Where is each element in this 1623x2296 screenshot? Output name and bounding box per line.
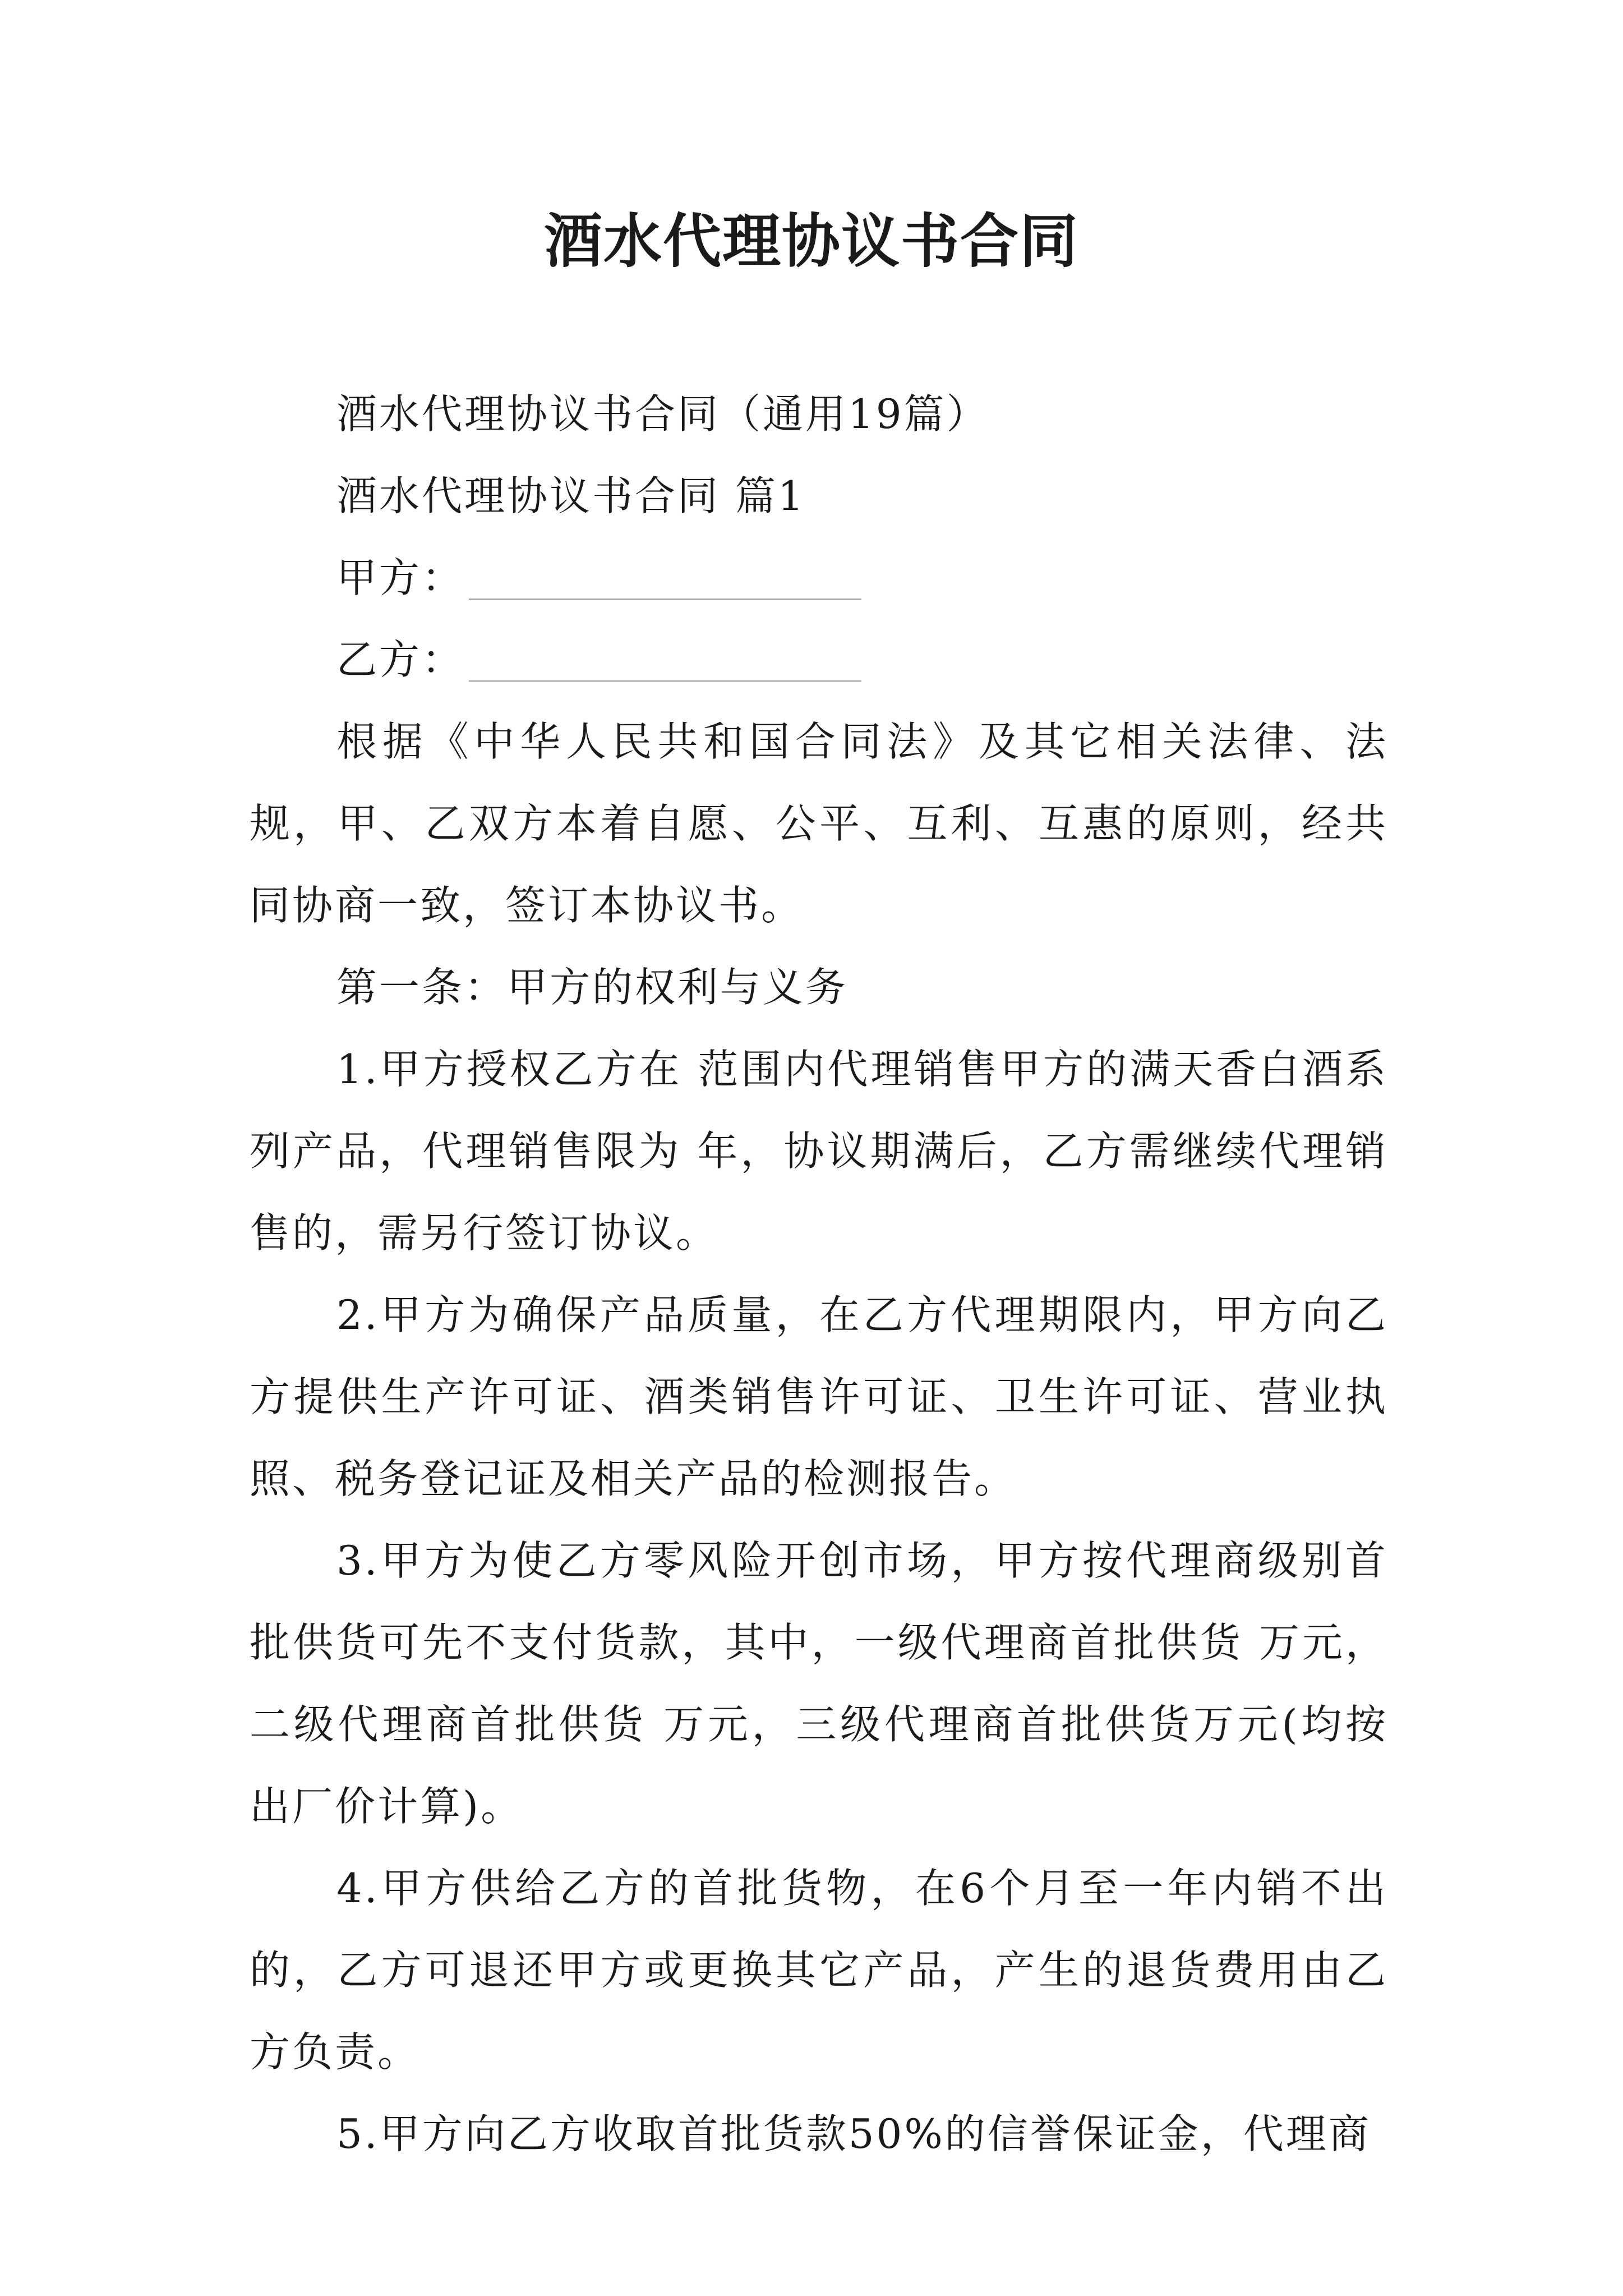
document-subtitle: 酒水代理协议书合同（通用19篇） (336, 390, 989, 438)
document-body (250, 373, 1388, 2175)
section-heading: 酒水代理协议书合同 篇1 (336, 472, 806, 519)
party-b-label: 乙方： (336, 636, 465, 683)
article-heading: 第一条：甲方的权利与义务 (336, 964, 849, 1011)
party-b-row (250, 619, 1388, 701)
paragraph-preamble: 根据《中华人民共和国合同法》及其它相关法律、法规，甲、乙双方本着自愿、公平、互利、互惠的原则，经共同协商一致，签订本协议书。 (250, 718, 1388, 929)
party-b-blank (469, 680, 861, 682)
party-a-label: 甲方： (336, 554, 465, 601)
party-a-row (250, 537, 1388, 619)
document-title: 酒水代理协议书合同 (543, 206, 1079, 275)
clause-1: 1.甲方授权乙方在 范围内代理销售甲方的满天香白酒系列产品，代理销售限为 年，协议期满后，乙方需继续代理销售的，需另行签订协议。 (250, 1046, 1388, 1257)
clause-4: 4.甲方供给乙方的首批货物，在6个月至一年内销不出的，乙方可退还甲方或更换其它产品，产生的退货费用由乙方负责。 (250, 1865, 1388, 2076)
party-a-blank (469, 599, 861, 600)
clause-5: 5.甲方向乙方收取首批货款50%的信誉保证金，代理商 (336, 2110, 1371, 2157)
clause-2: 2.甲方为确保产品质量，在乙方代理期限内，甲方向乙方提供生产许可证、酒类销售许可证、卫生许可证、营业执照、税务登记证及相关产品的检测报告。 (250, 1291, 1388, 1502)
clause-3: 3.甲方为使乙方零风险开创市场，甲方按代理商级别首批供货可先不支付货款，其中，一级代理商首批供货 万元，二级代理商首批供货 万元，三级代理商首批供货万元(均按出厂价计算)。 (250, 1537, 1388, 1830)
